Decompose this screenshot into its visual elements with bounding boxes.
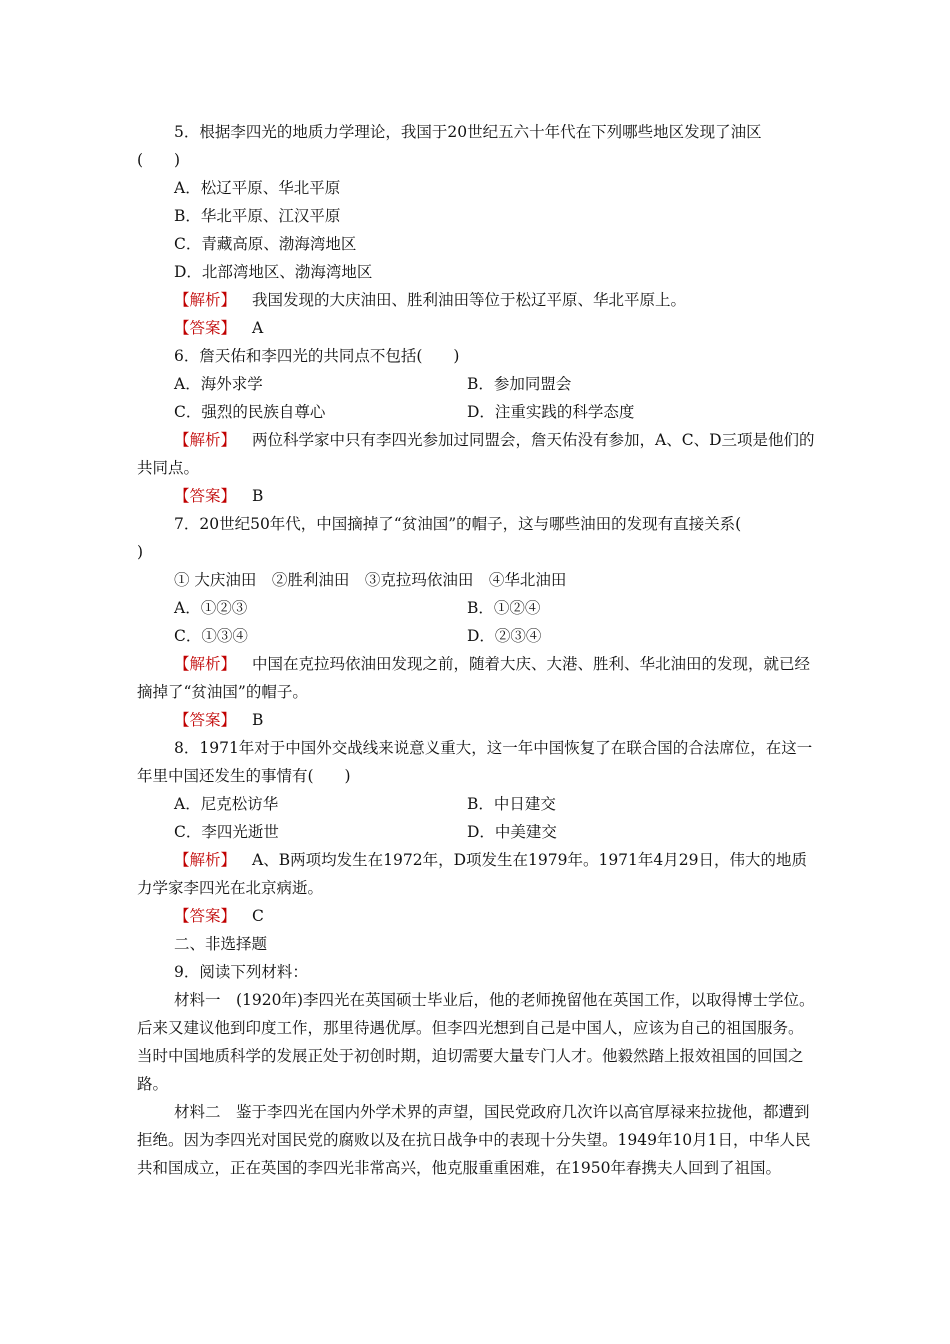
q6-options-row-1 bbox=[137, 370, 817, 398]
q7-option-a: A．①②③ bbox=[174, 599, 248, 617]
answer-tag: 【答案】 bbox=[174, 907, 237, 925]
q6-answer bbox=[137, 482, 817, 510]
analysis-tag: 【解析】 bbox=[174, 655, 237, 673]
question-5-stem: 5．根据李四光的地质力学理论，我国于20世纪五六十年代在下列哪些地区发现了油区 bbox=[174, 123, 762, 141]
q8-option-b: B．中日建交 bbox=[467, 795, 556, 813]
q5-option-b: B．华北平原、江汉平原 bbox=[174, 207, 341, 225]
q6-option-d: D．注重实践的科学态度 bbox=[467, 403, 635, 421]
analysis-tag: 【解析】 bbox=[174, 431, 237, 449]
question-8-stem: 8．1971年对于中国外交战线来说意义重大，这一年中国恢复了在联合国的合法席位，在这一年里中国还发生的事情有( ) bbox=[137, 739, 813, 785]
q5-option-c: C．青藏高原、渤海湾地区 bbox=[174, 235, 357, 253]
q7-analysis bbox=[137, 650, 817, 706]
answer-tag: 【答案】 bbox=[174, 487, 237, 505]
answer-text: B bbox=[252, 711, 264, 729]
analysis-text: 两位科学家中只有李四光参加过同盟会，詹天佑没有参加，A、C、D三项是他们的共同点。 bbox=[137, 431, 815, 477]
document-body bbox=[137, 118, 817, 1182]
question-7-blank: ) bbox=[137, 543, 144, 561]
material-2: 材料二 鉴于李四光在国内外学术界的声望，国民党政府几次许以高官厚禄来拉拢他，都遭到拒绝。因为李四光对国民党的腐败以及在抗日战争中的表现十分失望。1949年10月1日，中华人民共和国成立，正在英国的李四光非常高兴，他克服重重困难，在1950年春携夫人回到了祖国。 bbox=[137, 1103, 811, 1177]
q6-options-row-2 bbox=[137, 398, 817, 426]
answer-text: A bbox=[252, 319, 264, 337]
section-heading: 二、非选择题 bbox=[174, 935, 268, 953]
q5-answer bbox=[137, 314, 817, 342]
question-7-stem: 7．20世纪50年代，中国摘掉了“贫油国”的帽子，这与哪些油田的发现有直接关系( bbox=[174, 515, 742, 533]
material-1: 材料一 (1920年)李四光在英国硕士毕业后，他的老师挽留他在英国工作，以取得博士学位。后来又建议他到印度工作，那里待遇优厚。但李四光想到自己是中国人，应该为自己的祖国服务。当时中国地质科学的发展正处于初创时期，迫切需要大量专门人才。他毅然踏上报效祖国的回国之路。 bbox=[137, 991, 815, 1093]
q7-option-d: D．②③④ bbox=[467, 627, 542, 645]
answer-text: C bbox=[252, 907, 264, 925]
answer-text: B bbox=[252, 487, 264, 505]
question-5-blank: ( ) bbox=[137, 151, 181, 169]
analysis-tag: 【解析】 bbox=[174, 291, 237, 309]
question-9-stem: 9．阅读下列材料： bbox=[174, 963, 308, 981]
analysis-text: 中国在克拉玛依油田发现之前，随着大庆、大港、胜利、华北油田的发现，就已经摘掉了“贫油国”的帽子。 bbox=[137, 655, 811, 701]
q8-options-row-2 bbox=[137, 818, 817, 846]
q6-option-a: A．海外求学 bbox=[174, 375, 263, 393]
q7-option-c: C．①③④ bbox=[174, 627, 248, 645]
q8-answer bbox=[137, 902, 817, 930]
q8-analysis bbox=[137, 846, 817, 902]
q6-option-c: C．强烈的民族自尊心 bbox=[174, 403, 326, 421]
q6-analysis bbox=[137, 426, 817, 482]
analysis-text: A、B两项均发生在1972年，D项发生在1979年。1971年4月29日，伟大的地质力学家李四光在北京病逝。 bbox=[137, 851, 807, 897]
analysis-tag: 【解析】 bbox=[174, 851, 237, 869]
q8-options-row-1 bbox=[137, 790, 817, 818]
q8-option-a: A．尼克松访华 bbox=[174, 795, 279, 813]
q7-options-row-2 bbox=[137, 622, 817, 650]
answer-tag: 【答案】 bbox=[174, 711, 237, 729]
q6-option-b: B．参加同盟会 bbox=[467, 375, 572, 393]
analysis-text: 我国发现的大庆油田、胜利油田等位于松辽平原、华北平原上。 bbox=[252, 291, 687, 309]
q7-items: ① 大庆油田 ②胜利油田 ③克拉玛依油田 ④华北油田 bbox=[174, 571, 567, 589]
q7-answer bbox=[137, 706, 817, 734]
q7-options-row-1 bbox=[137, 594, 817, 622]
q5-option-d: D．北部湾地区、渤海湾地区 bbox=[174, 263, 373, 281]
q5-option-a: A．松辽平原、华北平原 bbox=[174, 179, 341, 197]
question-6-stem: 6．詹天佑和李四光的共同点不包括( ) bbox=[174, 347, 460, 365]
answer-tag: 【答案】 bbox=[174, 319, 237, 337]
q8-option-d: D．中美建交 bbox=[467, 823, 557, 841]
q7-option-b: B．①②④ bbox=[467, 599, 541, 617]
q8-option-c: C．李四光逝世 bbox=[174, 823, 279, 841]
q5-analysis bbox=[137, 286, 817, 314]
